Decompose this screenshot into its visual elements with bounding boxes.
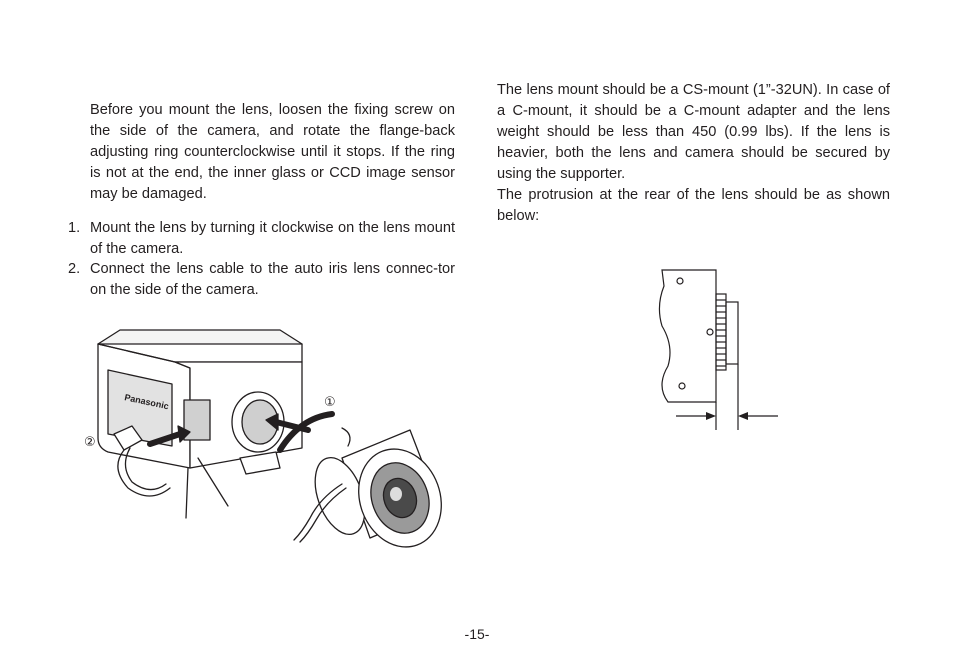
callout-1: ①	[324, 395, 336, 410]
protrusion-paragraph: The protrusion at the rear of the lens should be as shown below:	[497, 187, 890, 224]
step-item: 1. Mount the lens by turning it clockwise on the lens mount of the camera.	[68, 220, 455, 257]
step-item: 2. Connect the lens cable to the auto iris lens connec-tor on the side of the camera.	[68, 261, 455, 298]
lens-mount-paragraph: The lens mount should be a CS-mount (1”-32UN). In case of a C-mount, it should be a C-mount adapter and the lens weight should be less than 450 (0.99 lbs). If the lens is heavier, both the lens and camera should be secured by using the supporter.	[497, 82, 890, 182]
right-column-text	[497, 80, 890, 227]
page-number: -15-	[464, 626, 490, 642]
steps-list	[68, 218, 455, 300]
intro-paragraph: Before you mount the lens, loosen the fixing screw on the side of the camera, and rotate the flange-back adjusting ring counterclockwise until it stops. If the ring is not at the end, the inner glass or CCD image sensor may be damaged.	[90, 102, 455, 202]
camera-brand-logo: Panasonic	[123, 392, 170, 412]
camera-lens-illustration	[80, 318, 460, 548]
protrusion-diagram	[654, 266, 784, 436]
callout-2: ②	[84, 435, 96, 450]
